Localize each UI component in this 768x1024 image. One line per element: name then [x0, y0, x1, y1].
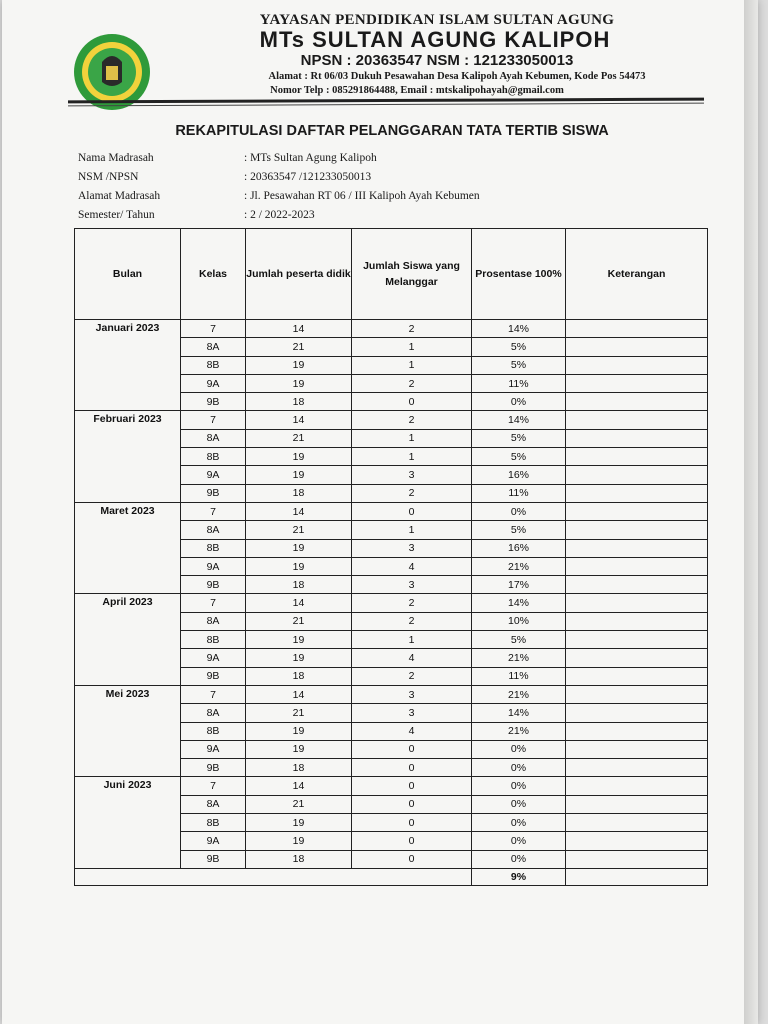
prosentase-cell: 21% [472, 649, 566, 667]
kelas-cell: 8B [181, 539, 246, 557]
prosentase-cell: 0% [472, 814, 566, 832]
melanggar-cell: 1 [352, 338, 472, 356]
table-header-row [75, 229, 708, 320]
violation-table-wrapper [74, 228, 708, 886]
melanggar-cell: 0 [352, 777, 472, 795]
prosentase-cell: 5% [472, 448, 566, 466]
keterangan-cell [566, 850, 708, 868]
prosentase-cell: 5% [472, 338, 566, 356]
prosentase-cell: 0% [472, 850, 566, 868]
kelas-cell: 7 [181, 594, 246, 612]
kelas-cell: 9B [181, 667, 246, 685]
peserta-cell: 14 [246, 320, 352, 338]
kelas-cell: 7 [181, 320, 246, 338]
info-value: : 2 / 2022-2023 [244, 209, 315, 221]
keterangan-cell [566, 356, 708, 374]
letterhead [162, 12, 722, 96]
keterangan-cell [566, 759, 708, 777]
peserta-cell: 19 [246, 740, 352, 758]
melanggar-cell: 2 [352, 320, 472, 338]
peserta-cell: 21 [246, 521, 352, 539]
keterangan-cell [566, 502, 708, 520]
header-jumlah-melanggar: Jumlah Siswa yang Melanggar [352, 229, 472, 320]
header-bulan: Bulan [75, 229, 181, 320]
kelas-cell: 8A [181, 612, 246, 630]
keterangan-cell [566, 576, 708, 594]
kelas-cell: 7 [181, 685, 246, 703]
total-row [75, 868, 708, 885]
prosentase-cell: 0% [472, 832, 566, 850]
info-row [78, 209, 480, 228]
keterangan-cell [566, 612, 708, 630]
kelas-cell: 8A [181, 795, 246, 813]
violation-table [74, 228, 708, 886]
peserta-cell: 21 [246, 612, 352, 630]
month-cell: Maret 2023 [75, 502, 181, 593]
keterangan-cell [566, 832, 708, 850]
kelas-cell: 9B [181, 759, 246, 777]
melanggar-cell: 3 [352, 466, 472, 484]
total-keterangan-cell [566, 868, 708, 885]
keterangan-cell [566, 704, 708, 722]
contact-line: Nomor Telp : 085291864488, Email : mtskalipohayah@gmail.com [270, 85, 564, 96]
peserta-cell: 19 [246, 557, 352, 575]
melanggar-cell: 2 [352, 411, 472, 429]
kelas-cell: 7 [181, 777, 246, 795]
melanggar-cell: 3 [352, 685, 472, 703]
melanggar-cell: 0 [352, 795, 472, 813]
letterhead-rule-thin [68, 103, 704, 107]
prosentase-cell: 0% [472, 740, 566, 758]
table-row [75, 777, 708, 795]
table-row [75, 320, 708, 338]
info-row [78, 190, 480, 209]
melanggar-cell: 1 [352, 631, 472, 649]
month-cell: Mei 2023 [75, 685, 181, 776]
melanggar-cell: 2 [352, 612, 472, 630]
keterangan-cell [566, 374, 708, 392]
peserta-cell: 14 [246, 411, 352, 429]
melanggar-cell: 4 [352, 722, 472, 740]
prosentase-cell: 14% [472, 320, 566, 338]
melanggar-cell: 2 [352, 484, 472, 502]
melanggar-cell: 0 [352, 759, 472, 777]
prosentase-cell: 0% [472, 795, 566, 813]
month-cell: Februari 2023 [75, 411, 181, 502]
peserta-cell: 18 [246, 576, 352, 594]
keterangan-cell [566, 557, 708, 575]
keterangan-cell [566, 740, 708, 758]
kelas-cell: 8B [181, 356, 246, 374]
keterangan-cell [566, 429, 708, 447]
keterangan-cell [566, 722, 708, 740]
prosentase-cell: 0% [472, 759, 566, 777]
table-row [75, 685, 708, 703]
prosentase-cell: 5% [472, 631, 566, 649]
prosentase-cell: 11% [472, 374, 566, 392]
table-row [75, 411, 708, 429]
kelas-cell: 7 [181, 502, 246, 520]
peserta-cell: 21 [246, 429, 352, 447]
keterangan-cell [566, 338, 708, 356]
info-row [78, 171, 480, 190]
keterangan-cell [566, 484, 708, 502]
kelas-cell: 8A [181, 704, 246, 722]
keterangan-cell [566, 795, 708, 813]
prosentase-cell: 14% [472, 594, 566, 612]
peserta-cell: 19 [246, 832, 352, 850]
kelas-cell: 9B [181, 576, 246, 594]
keterangan-cell [566, 777, 708, 795]
peserta-cell: 18 [246, 393, 352, 411]
peserta-cell: 18 [246, 850, 352, 868]
keterangan-cell [566, 814, 708, 832]
header-prosentase: Prosentase 100% [472, 229, 566, 320]
peserta-cell: 21 [246, 795, 352, 813]
peserta-cell: 18 [246, 484, 352, 502]
prosentase-cell: 5% [472, 429, 566, 447]
peserta-cell: 21 [246, 338, 352, 356]
prosentase-cell: 0% [472, 393, 566, 411]
keterangan-cell [566, 667, 708, 685]
peserta-cell: 19 [246, 539, 352, 557]
melanggar-cell: 0 [352, 502, 472, 520]
melanggar-cell: 1 [352, 356, 472, 374]
keterangan-cell [566, 539, 708, 557]
total-spacer-cell [75, 868, 472, 885]
peserta-cell: 14 [246, 777, 352, 795]
header-jumlah-peserta: Jumlah peserta didik [246, 229, 352, 320]
kelas-cell: 9A [181, 740, 246, 758]
peserta-cell: 14 [246, 685, 352, 703]
peserta-cell: 14 [246, 502, 352, 520]
kelas-cell: 9A [181, 374, 246, 392]
melanggar-cell: 3 [352, 576, 472, 594]
foundation-name: YAYASAN PENDIDIKAN ISLAM SULTAN AGUNG [259, 12, 615, 28]
kelas-cell: 7 [181, 411, 246, 429]
melanggar-cell: 4 [352, 557, 472, 575]
peserta-cell: 19 [246, 356, 352, 374]
prosentase-cell: 0% [472, 777, 566, 795]
prosentase-cell: 0% [472, 502, 566, 520]
month-cell: April 2023 [75, 594, 181, 685]
peserta-cell: 19 [246, 631, 352, 649]
kelas-cell: 9B [181, 484, 246, 502]
table-row [75, 502, 708, 520]
peserta-cell: 19 [246, 466, 352, 484]
total-percent-cell: 9% [472, 868, 566, 885]
prosentase-cell: 14% [472, 411, 566, 429]
address-line: Alamat : Rt 06/03 Dukuh Pesawahan Desa Kalipoh Ayah Kebumen, Kode Pos 54473 [268, 71, 646, 82]
keterangan-cell [566, 631, 708, 649]
keterangan-cell [566, 448, 708, 466]
peserta-cell: 19 [246, 448, 352, 466]
melanggar-cell: 2 [352, 374, 472, 392]
kelas-cell: 9A [181, 649, 246, 667]
prosentase-cell: 21% [472, 557, 566, 575]
keterangan-cell [566, 594, 708, 612]
info-value: : 20363547 /121233050013 [244, 171, 372, 183]
melanggar-cell: 2 [352, 594, 472, 612]
info-label: Alamat Madrasah [78, 190, 161, 202]
npsn-line: NPSN : 20363547 NSM : 121233050013 [300, 52, 574, 69]
prosentase-cell: 5% [472, 521, 566, 539]
info-label: NSM /NPSN [78, 171, 139, 183]
prosentase-cell: 21% [472, 685, 566, 703]
month-cell: Januari 2023 [75, 320, 181, 411]
melanggar-cell: 1 [352, 521, 472, 539]
melanggar-cell: 4 [352, 649, 472, 667]
kelas-cell: 8A [181, 429, 246, 447]
prosentase-cell: 14% [472, 704, 566, 722]
prosentase-cell: 11% [472, 667, 566, 685]
table-row [75, 594, 708, 612]
kelas-cell: 8B [181, 448, 246, 466]
melanggar-cell: 2 [352, 667, 472, 685]
melanggar-cell: 0 [352, 832, 472, 850]
document-page [2, 0, 758, 1024]
table-body [75, 320, 708, 886]
prosentase-cell: 11% [472, 484, 566, 502]
month-cell: Juni 2023 [75, 777, 181, 868]
info-value: : Jl. Pesawahan RT 06 / III Kalipoh Ayah Kebumen [244, 190, 480, 202]
peserta-cell: 19 [246, 649, 352, 667]
kelas-cell: 9B [181, 393, 246, 411]
melanggar-cell: 0 [352, 740, 472, 758]
info-label: Semester/ Tahun [78, 209, 155, 221]
peserta-cell: 19 [246, 722, 352, 740]
keterangan-cell [566, 466, 708, 484]
prosentase-cell: 17% [472, 576, 566, 594]
peserta-cell: 18 [246, 759, 352, 777]
keterangan-cell [566, 685, 708, 703]
melanggar-cell: 3 [352, 704, 472, 722]
kelas-cell: 8B [181, 631, 246, 649]
kelas-cell: 8A [181, 521, 246, 539]
melanggar-cell: 1 [352, 429, 472, 447]
keterangan-cell [566, 393, 708, 411]
info-block [78, 152, 480, 228]
document-title: REKAPITULASI DAFTAR PELANGGARAN TATA TERTIB SISWA [175, 123, 609, 139]
melanggar-cell: 0 [352, 393, 472, 411]
peserta-cell: 19 [246, 374, 352, 392]
peserta-cell: 19 [246, 814, 352, 832]
peserta-cell: 21 [246, 704, 352, 722]
melanggar-cell: 1 [352, 448, 472, 466]
prosentase-cell: 21% [472, 722, 566, 740]
melanggar-cell: 0 [352, 850, 472, 868]
melanggar-cell: 0 [352, 814, 472, 832]
header-keterangan: Keterangan [566, 229, 708, 320]
prosentase-cell: 5% [472, 356, 566, 374]
kelas-cell: 9A [181, 466, 246, 484]
melanggar-cell: 3 [352, 539, 472, 557]
keterangan-cell [566, 411, 708, 429]
keterangan-cell [566, 320, 708, 338]
info-row [78, 152, 480, 171]
school-name: MTs SULTAN AGUNG KALIPOH [259, 27, 611, 52]
info-label: Nama Madrasah [78, 152, 154, 164]
paper-edge [744, 0, 758, 1024]
header-kelas: Kelas [181, 229, 246, 320]
kelas-cell: 8B [181, 814, 246, 832]
info-value: : MTs Sultan Agung Kalipoh [244, 152, 377, 164]
keterangan-cell [566, 521, 708, 539]
prosentase-cell: 16% [472, 539, 566, 557]
kelas-cell: 9A [181, 832, 246, 850]
keterangan-cell [566, 649, 708, 667]
prosentase-cell: 10% [472, 612, 566, 630]
kelas-cell: 8B [181, 722, 246, 740]
prosentase-cell: 16% [472, 466, 566, 484]
kelas-cell: 9A [181, 557, 246, 575]
peserta-cell: 14 [246, 594, 352, 612]
kelas-cell: 9B [181, 850, 246, 868]
kelas-cell: 8A [181, 338, 246, 356]
peserta-cell: 18 [246, 667, 352, 685]
